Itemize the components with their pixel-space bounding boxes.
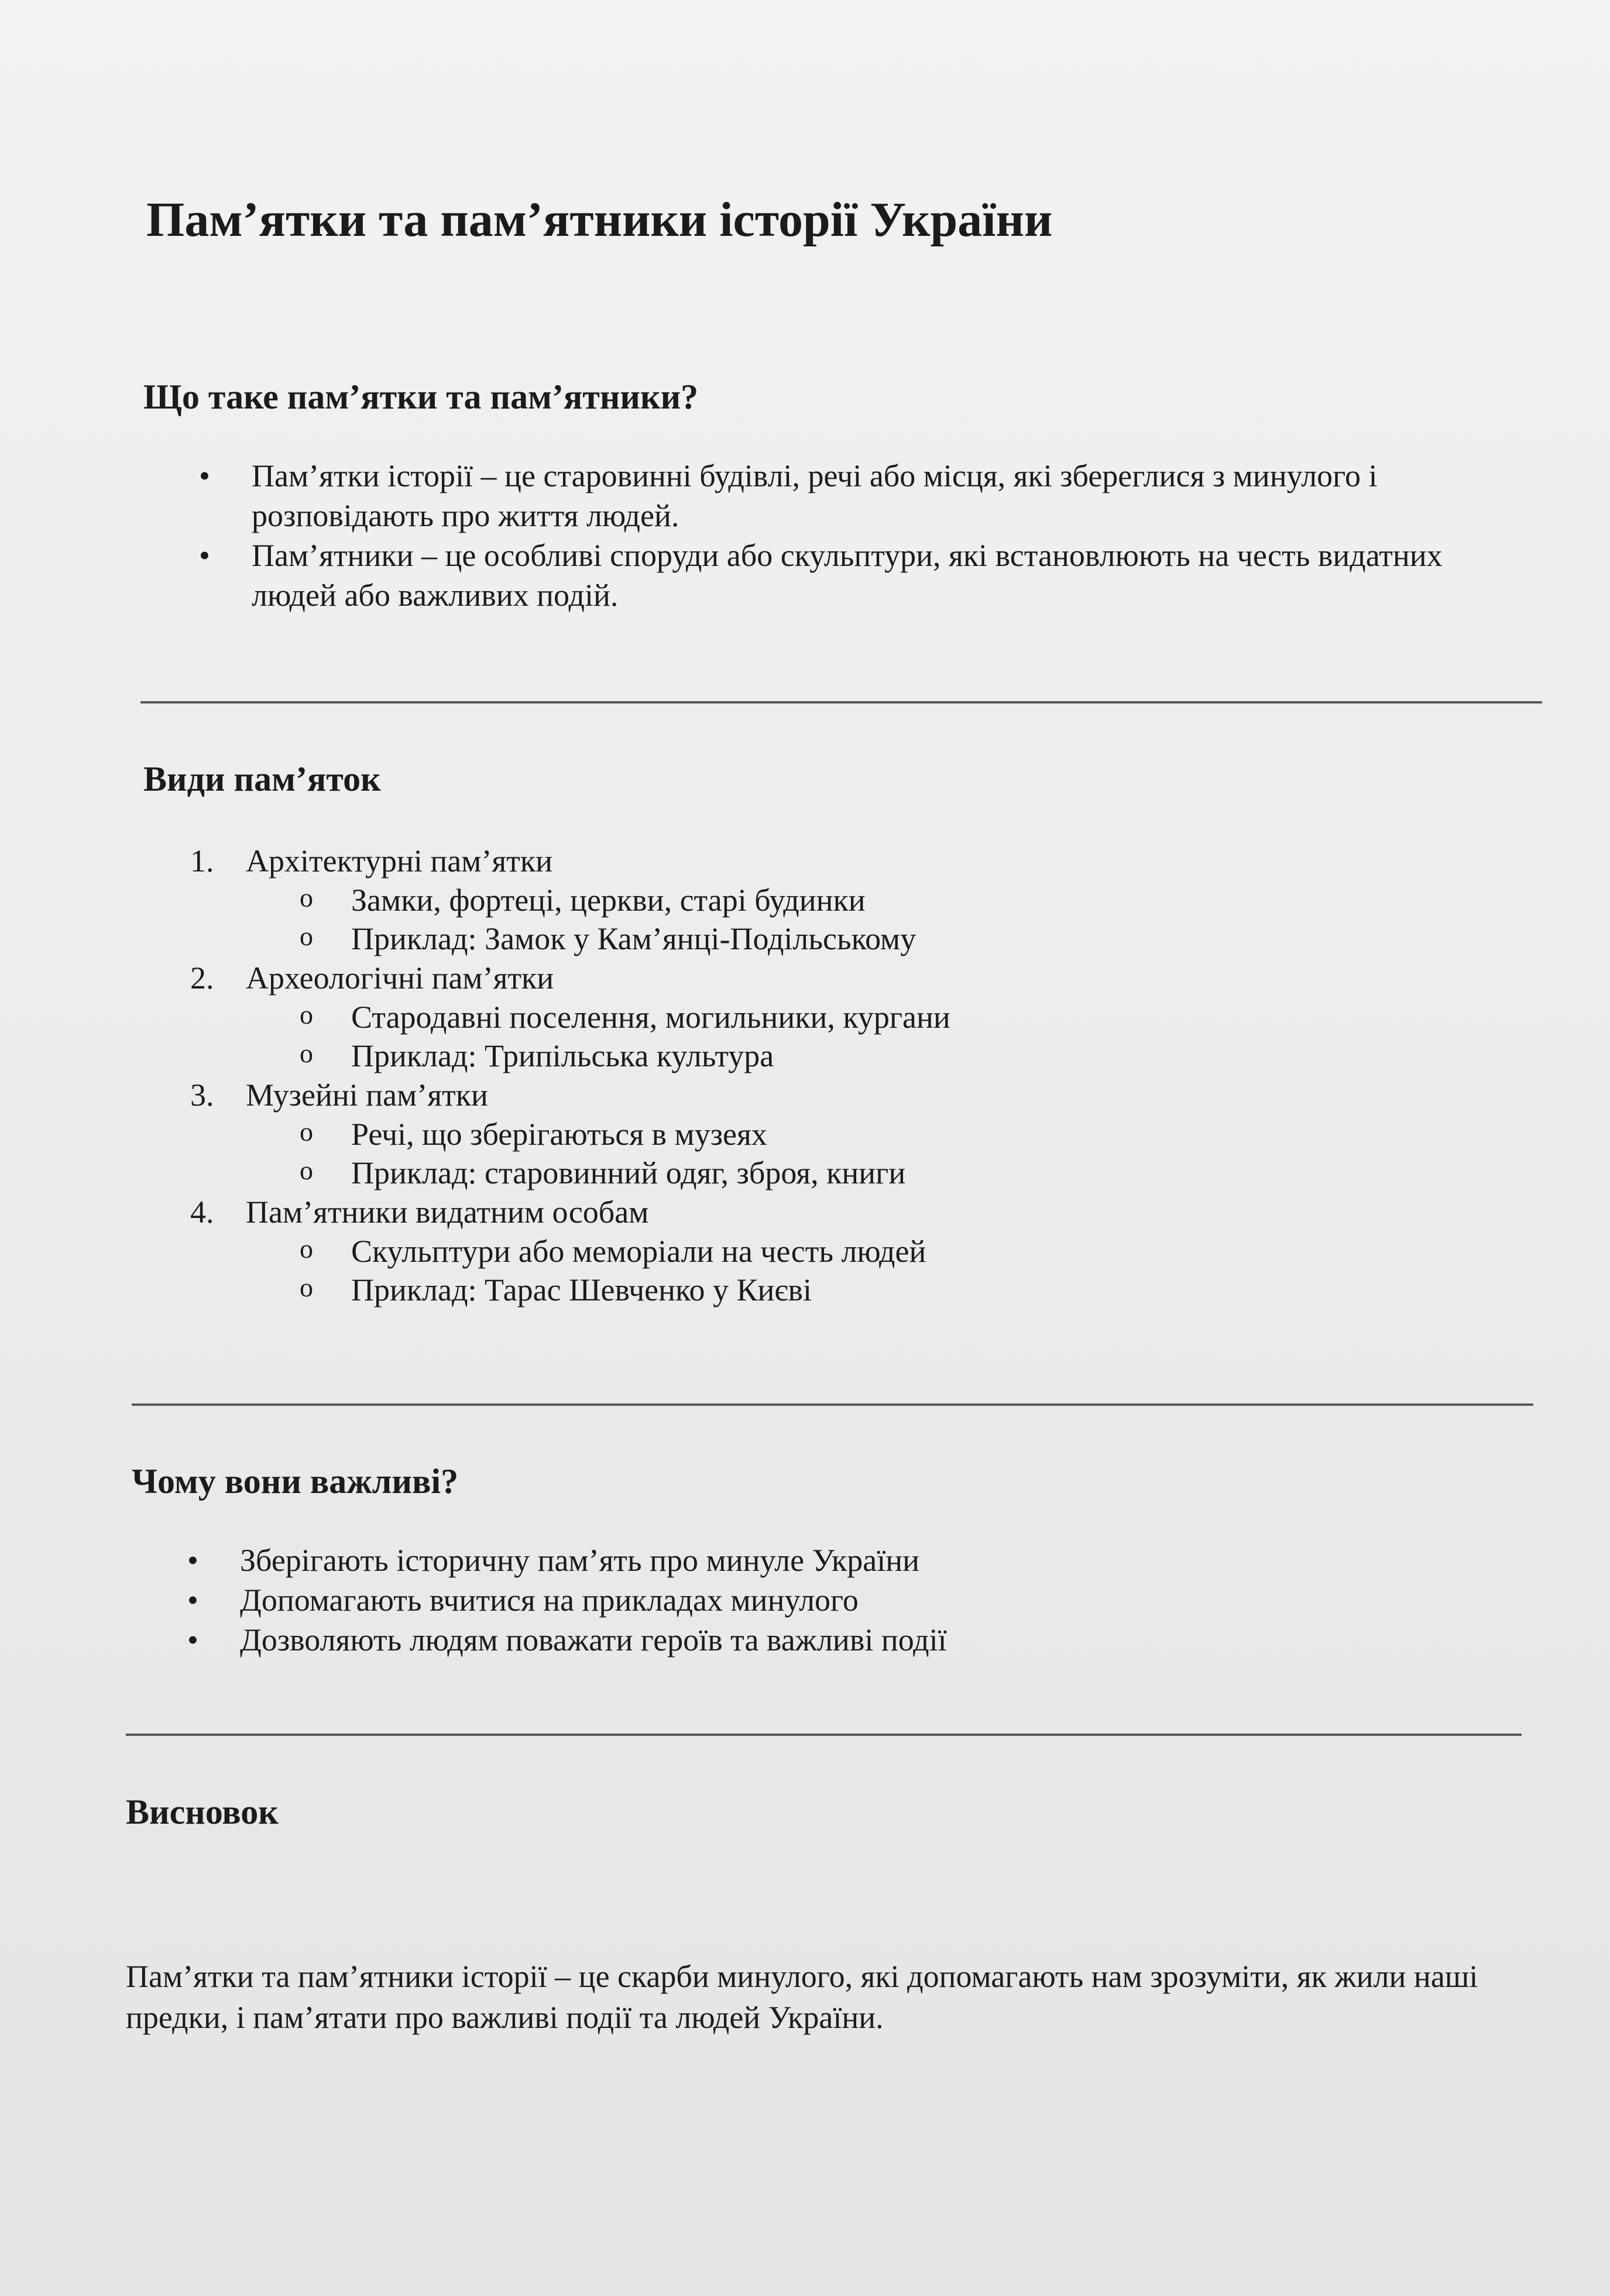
divider [126,1734,1522,1736]
list-item [143,841,1548,958]
sub-list-item: o Замки, фортеці, церкви, старі будинки [246,881,1548,919]
divider [132,1403,1533,1406]
sub-list-item: o Приклад: Трипільська культура [246,1037,1548,1075]
list-number: 3. [190,1077,214,1113]
section-why [132,1460,1536,1660]
why-bullet-list [132,1540,1536,1660]
sub-list-item: o Стародавні поселення, могильники, кургани [246,998,1548,1037]
section-heading-what: Що таке пам’ятки та пам’ятники? [143,377,699,416]
section-what [143,376,1548,615]
sub-list [246,998,1548,1075]
sub-list-item: o Речі, що зберігаються в музеях [246,1115,1548,1154]
list-item [143,1192,1548,1309]
list-item: • Допомагають вчитися на прикладах минулого [132,1580,1498,1620]
list-item: • Пам’ятники – це особливі споруди або скульптури, які встановлюють на честь видатних людей або важливих подій. [143,536,1510,615]
sub-list-item: o Приклад: Замок у Кам’янці-Подільському [246,919,1548,958]
list-item-label: Архітектурні пам’ятки [246,843,552,878]
what-bullet-list [143,456,1548,615]
list-number: 2. [190,960,214,996]
sub-list-item: o Приклад: Тарас Шевченко у Києві [246,1271,1548,1309]
conclusion-text: Пам’ятки та пам’ятники історії – це скарби минулого, які допомагають нам зрозуміти, як жили наші предки, і пам’ятати про важливі події та людей України. [126,1959,1478,2035]
section-types [143,758,1548,1309]
list-number: 1. [190,843,214,878]
list-item: • Дозволяють людям поважати героїв та важливі події [132,1620,1498,1660]
list-item: • Пам’ятки історії – це старовинні будівлі, речі або місця, які збереглися з минулого і розповідають про життя людей. [143,456,1510,536]
list-item-label: Музейні пам’ятки [246,1077,488,1113]
sub-list [246,1232,1548,1309]
document-title: Пам’ятки та пам’ятники історії України [146,193,1053,247]
divider [140,701,1542,703]
section-heading-types: Види пам’яток [143,760,381,798]
list-number: 4. [190,1195,214,1230]
list-item: • Зберігають історичну пам’ять про минуле України [132,1540,1498,1580]
section-heading-conclusion: Висновок [126,1793,279,1831]
section-heading-why: Чому вони важливі? [132,1462,459,1501]
sub-list [246,881,1548,958]
section-conclusion [126,1791,1530,2038]
types-numbered-list [143,841,1548,1309]
sub-list-item: o Скульптури або меморіали на честь людей [246,1232,1548,1271]
list-item [143,1075,1548,1192]
sub-list-item: o Приклад: старовинний одяг, зброя, книги [246,1154,1548,1192]
list-item-label: Пам’ятники видатним особам [246,1195,649,1230]
sub-list [246,1115,1548,1192]
list-item-label: Археологічні пам’ятки [246,960,554,996]
list-item [143,958,1548,1075]
